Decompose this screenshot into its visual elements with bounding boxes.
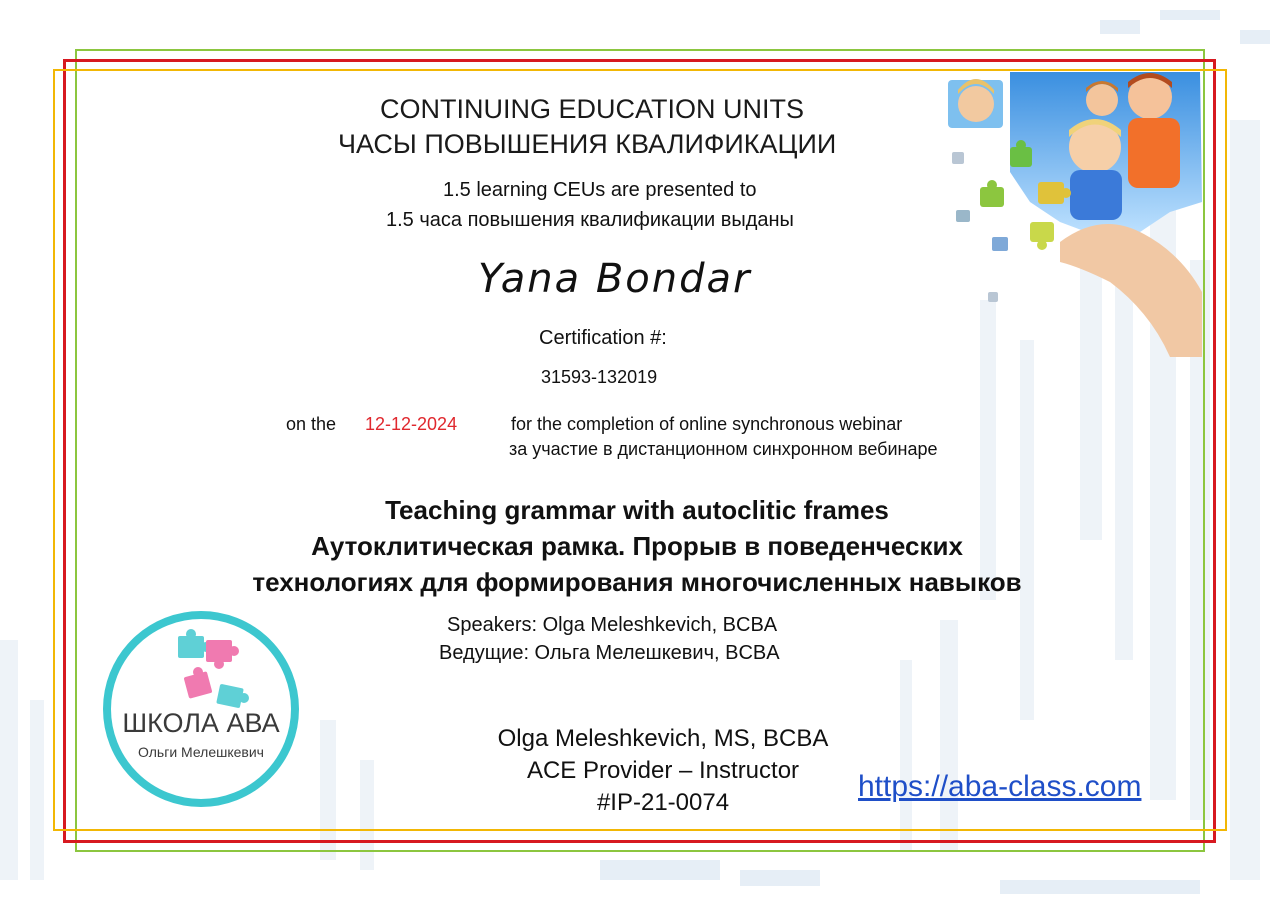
certification-number: 31593-132019 xyxy=(541,367,658,387)
presented-ru: 1.5 часа повышения квалификации выданы xyxy=(386,209,794,231)
completion-ru: за участие в дистанционном синхронном вебинаре xyxy=(509,439,938,459)
certification-label: Certification #: xyxy=(539,327,667,349)
on-the-label: on the xyxy=(286,414,337,434)
completion-date: 12-12-2024 xyxy=(365,414,458,434)
speakers-ru: Ведущие: Ольга Мелешкевич, BCBA xyxy=(439,642,780,664)
instructor-id: #IP-21-0074 xyxy=(596,789,730,816)
course-title-ru-line2: технологиях для формирования многочисленных навыков xyxy=(252,567,1022,597)
logo-line1: ШКОЛА АВА xyxy=(122,708,280,738)
logo-line2: Ольги Мелешкевич xyxy=(138,744,264,760)
heading-en: CONTINUING EDUCATION UNITS xyxy=(380,94,804,124)
website-link[interactable]: https://aba-class.com xyxy=(858,770,1142,803)
puzzle-pieces-icon xyxy=(170,628,260,718)
speakers-en: Speakers: Olga Meleshkevich, BCBA xyxy=(447,614,778,636)
completion-en: for the completion of online synchronous webinar xyxy=(511,414,903,434)
course-title-en: Teaching grammar with autoclitic frames xyxy=(385,495,889,525)
instructor-role: ACE Provider – Instructor xyxy=(526,757,800,784)
presented-en: 1.5 learning CEUs are presented to xyxy=(443,179,757,201)
instructor-name: Olga Meleshkevich, MS, BCBA xyxy=(497,725,829,752)
course-title-ru-line1: Аутоклитическая рамка. Прорыв в поведенческих xyxy=(311,531,963,561)
heading-ru: ЧАСЫ ПОВЫШЕНИЯ КВАЛИФИКАЦИИ xyxy=(338,129,837,159)
children-puzzle-photo xyxy=(940,62,1205,357)
recipient-name: Yana Bondar xyxy=(478,256,752,302)
